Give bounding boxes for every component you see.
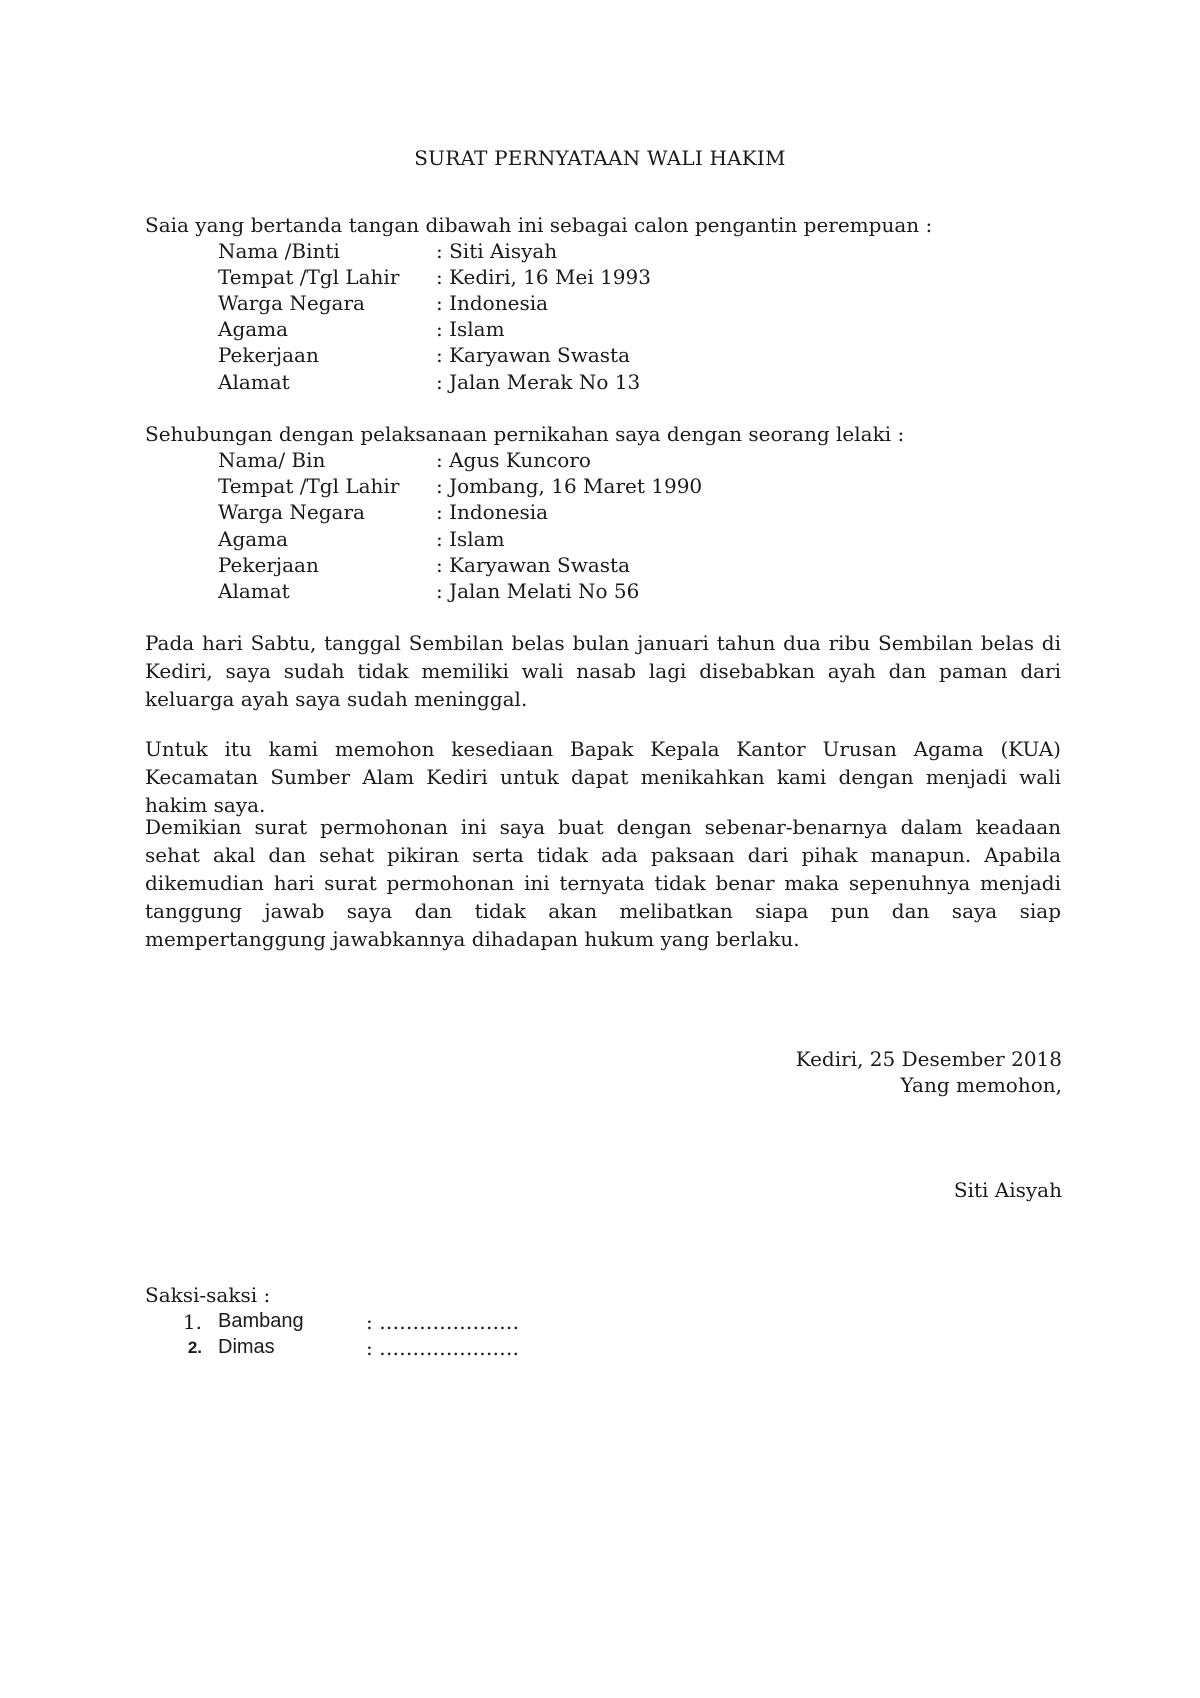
groom-field-occupation <box>218 553 918 579</box>
field-label: Agama <box>218 317 289 341</box>
field-label: Tempat /Tgl Lahir <box>218 265 400 289</box>
field-label: Pekerjaan <box>218 553 319 577</box>
paragraph-event: Pada hari Sabtu, tanggal Sembilan belas bulan januari tahun dua ribu Sembilan belas di Kediri, saya sudah tidak memiliki wali nasab lagi disebabkan ayah dan paman dari keluarga ayah saya sudah meninggal. <box>145 631 1061 711</box>
field-label: Nama/ Bin <box>218 448 326 472</box>
field-label: Tempat /Tgl Lahir <box>218 474 400 498</box>
groom-field-religion <box>218 527 918 553</box>
field-label: Warga Negara <box>218 291 365 315</box>
field-value: : Islam <box>436 527 505 551</box>
witness-signature-line: : ………………… <box>366 1310 520 1334</box>
field-value: : Karyawan Swasta <box>436 343 630 367</box>
groom-field-citizenship <box>218 500 918 526</box>
field-value: : Jalan Melati No 56 <box>436 579 640 603</box>
field-value: : Indonesia <box>436 500 549 524</box>
witness-number: 1. <box>182 1310 202 1334</box>
field-label: Warga Negara <box>218 500 365 524</box>
bride-field-citizenship <box>218 291 918 317</box>
closing: Yang memohon, <box>900 1073 1062 1097</box>
groom-intro: Sehubungan dengan pelaksanaan pernikahan saya dengan seorang lelaki : <box>145 422 905 446</box>
document-title: SURAT PERNYATAAN WALI HAKIM <box>414 146 786 170</box>
field-value: : Indonesia <box>436 291 549 315</box>
field-label: Nama /Binti <box>218 239 340 263</box>
field-value: : Kediri, 16 Mei 1993 <box>436 265 651 289</box>
field-label: Pekerjaan <box>218 343 319 367</box>
field-value: : Islam <box>436 317 505 341</box>
field-value: : Jalan Merak No 13 <box>436 370 641 394</box>
field-value: : Jombang, 16 Maret 1990 <box>436 474 703 498</box>
field-value: : Siti Aisyah <box>436 239 558 263</box>
field-label: Alamat <box>218 579 290 603</box>
bride-field-occupation <box>218 343 918 369</box>
field-value: : Karyawan Swasta <box>436 553 630 577</box>
groom-field-name <box>218 448 918 474</box>
witness-name: Bambang <box>218 1310 304 1332</box>
signatory-name: Siti Aisyah <box>953 1178 1062 1202</box>
groom-field-birth <box>218 474 918 500</box>
witness-row <box>182 1310 882 1336</box>
field-label: Agama <box>218 527 289 551</box>
field-value: : Agus Kuncoro <box>436 448 591 472</box>
bride-field-religion <box>218 317 918 343</box>
witness-signature-line: : ………………… <box>366 1336 520 1360</box>
field-label: Alamat <box>218 370 290 394</box>
paragraph-declaration: Demikian surat permohonan ini saya buat dengan sebenar-benarnya dalam keadaan sehat akal dan sehat pikiran serta tidak ada paksaan dari pihak manapun. Apabila dikemudian hari surat permohonan ini ternyata tidak benar maka sepenuhnya menjadi tanggung jawab saya dan tidak akan melibatkan siapa pun dan saya siap mempertanggung jawabkannya dihadapan hukum yang berlaku. <box>145 815 1061 951</box>
witness-name: Dimas <box>218 1336 275 1358</box>
bride-field-address <box>218 370 918 396</box>
bride-field-name <box>218 239 918 265</box>
bride-field-birth <box>218 265 918 291</box>
place-date: Kediri, 25 Desember 2018 <box>795 1047 1062 1071</box>
witnesses-label: Saksi-saksi : <box>145 1283 271 1307</box>
witness-number: 2. <box>187 1338 202 1357</box>
paragraph-request: Untuk itu kami memohon kesediaan Bapak Kepala Kantor Urusan Agama (KUA) Kecamatan Sumber Alam Kediri untuk dapat menikahkan kami dengan menjadi wali hakim saya. <box>145 737 1061 817</box>
groom-field-address <box>218 579 918 605</box>
bride-intro: Saia yang bertanda tangan dibawah ini sebagai calon pengantin perempuan : <box>145 213 933 237</box>
witness-row <box>182 1336 882 1362</box>
